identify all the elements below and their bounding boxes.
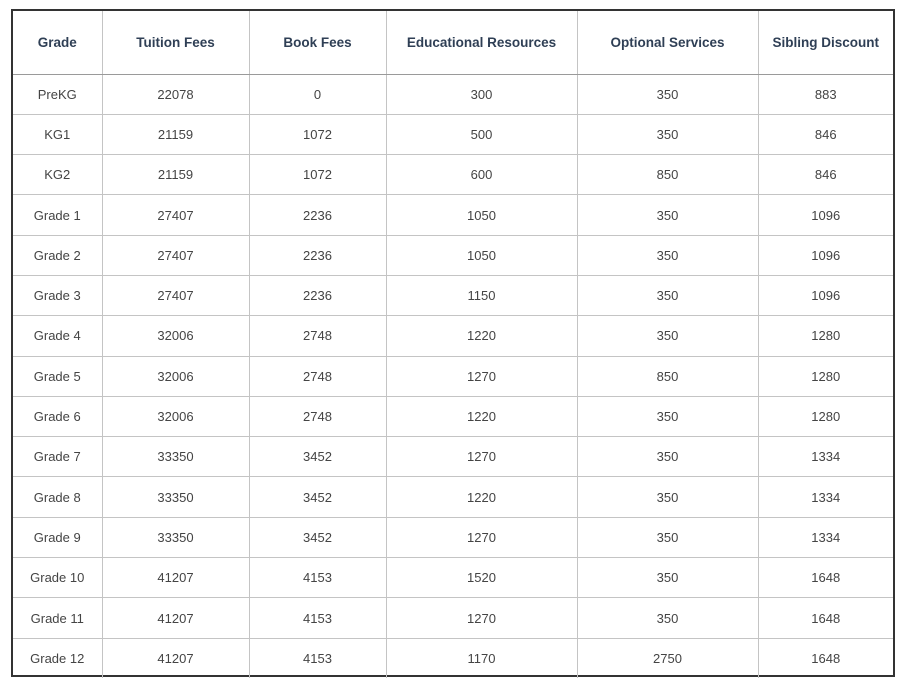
cell-tuition-fees: 21159 (102, 155, 249, 195)
cell-grade: Grade 1 (13, 195, 102, 235)
cell-sibling-discount: 1648 (758, 558, 893, 598)
cell-grade: Grade 8 (13, 477, 102, 517)
cell-grade: Grade 5 (13, 356, 102, 396)
cell-grade: Grade 9 (13, 517, 102, 557)
cell-book-fees: 1072 (249, 114, 386, 154)
cell-book-fees: 3452 (249, 517, 386, 557)
cell-tuition-fees: 33350 (102, 437, 249, 477)
table-row (13, 396, 893, 436)
cell-grade: Grade 3 (13, 275, 102, 315)
cell-tuition-fees: 33350 (102, 477, 249, 517)
table-row (13, 638, 893, 678)
cell-book-fees: 2748 (249, 316, 386, 356)
fee-table-container (11, 9, 895, 677)
cell-tuition-fees: 32006 (102, 316, 249, 356)
cell-optional-services: 350 (577, 275, 758, 315)
cell-book-fees: 4153 (249, 558, 386, 598)
fee-table (13, 11, 893, 678)
cell-book-fees: 0 (249, 74, 386, 114)
table-row (13, 275, 893, 315)
cell-tuition-fees: 27407 (102, 195, 249, 235)
table-row (13, 356, 893, 396)
table-row (13, 598, 893, 638)
cell-grade: Grade 11 (13, 598, 102, 638)
cell-educational-resources: 1170 (386, 638, 577, 678)
cell-tuition-fees: 32006 (102, 356, 249, 396)
cell-sibling-discount: 1334 (758, 517, 893, 557)
cell-book-fees: 4153 (249, 598, 386, 638)
cell-book-fees: 4153 (249, 638, 386, 678)
cell-sibling-discount: 846 (758, 114, 893, 154)
table-row (13, 195, 893, 235)
cell-optional-services: 350 (577, 396, 758, 436)
cell-optional-services: 850 (577, 356, 758, 396)
cell-tuition-fees: 27407 (102, 275, 249, 315)
cell-educational-resources: 1220 (386, 316, 577, 356)
table-row (13, 114, 893, 154)
cell-tuition-fees: 41207 (102, 598, 249, 638)
cell-optional-services: 2750 (577, 638, 758, 678)
cell-educational-resources: 1270 (386, 517, 577, 557)
cell-educational-resources: 500 (386, 114, 577, 154)
cell-grade: KG1 (13, 114, 102, 154)
header-educational-resources: Educational Resources (386, 11, 577, 74)
cell-sibling-discount: 1334 (758, 477, 893, 517)
cell-optional-services: 350 (577, 74, 758, 114)
table-row (13, 155, 893, 195)
cell-optional-services: 350 (577, 437, 758, 477)
cell-sibling-discount: 1280 (758, 316, 893, 356)
cell-educational-resources: 1220 (386, 477, 577, 517)
cell-tuition-fees: 27407 (102, 235, 249, 275)
cell-sibling-discount: 1096 (758, 195, 893, 235)
table-row (13, 437, 893, 477)
cell-educational-resources: 600 (386, 155, 577, 195)
cell-grade: Grade 12 (13, 638, 102, 678)
cell-educational-resources: 1050 (386, 235, 577, 275)
header-grade: Grade (13, 11, 102, 74)
cell-sibling-discount: 883 (758, 74, 893, 114)
cell-educational-resources: 1270 (386, 598, 577, 638)
cell-educational-resources: 1050 (386, 195, 577, 235)
cell-tuition-fees: 41207 (102, 638, 249, 678)
cell-optional-services: 350 (577, 517, 758, 557)
header-sibling-discount: Sibling Discount (758, 11, 893, 74)
cell-sibling-discount: 846 (758, 155, 893, 195)
cell-sibling-discount: 1280 (758, 356, 893, 396)
cell-book-fees: 2236 (249, 275, 386, 315)
cell-tuition-fees: 32006 (102, 396, 249, 436)
cell-sibling-discount: 1648 (758, 638, 893, 678)
cell-grade: Grade 7 (13, 437, 102, 477)
cell-tuition-fees: 22078 (102, 74, 249, 114)
table-row (13, 558, 893, 598)
cell-book-fees: 2236 (249, 235, 386, 275)
cell-book-fees: 2748 (249, 396, 386, 436)
cell-optional-services: 350 (577, 477, 758, 517)
cell-grade: PreKG (13, 74, 102, 114)
cell-optional-services: 350 (577, 114, 758, 154)
table-row (13, 74, 893, 114)
table-header-row (13, 11, 893, 74)
cell-educational-resources: 1270 (386, 356, 577, 396)
cell-grade: Grade 6 (13, 396, 102, 436)
header-tuition-fees: Tuition Fees (102, 11, 249, 74)
table-row (13, 477, 893, 517)
cell-sibling-discount: 1280 (758, 396, 893, 436)
cell-tuition-fees: 21159 (102, 114, 249, 154)
table-row (13, 235, 893, 275)
cell-optional-services: 350 (577, 598, 758, 638)
cell-grade: KG2 (13, 155, 102, 195)
cell-educational-resources: 1520 (386, 558, 577, 598)
table-body (13, 74, 893, 678)
header-book-fees: Book Fees (249, 11, 386, 74)
cell-educational-resources: 1150 (386, 275, 577, 315)
cell-optional-services: 850 (577, 155, 758, 195)
cell-tuition-fees: 41207 (102, 558, 249, 598)
cell-sibling-discount: 1096 (758, 235, 893, 275)
cell-optional-services: 350 (577, 195, 758, 235)
cell-grade: Grade 10 (13, 558, 102, 598)
cell-book-fees: 1072 (249, 155, 386, 195)
cell-optional-services: 350 (577, 316, 758, 356)
cell-educational-resources: 1270 (386, 437, 577, 477)
cell-sibling-discount: 1648 (758, 598, 893, 638)
table-row (13, 517, 893, 557)
cell-grade: Grade 2 (13, 235, 102, 275)
cell-grade: Grade 4 (13, 316, 102, 356)
cell-book-fees: 2748 (249, 356, 386, 396)
cell-sibling-discount: 1334 (758, 437, 893, 477)
table-row (13, 316, 893, 356)
cell-optional-services: 350 (577, 558, 758, 598)
cell-book-fees: 3452 (249, 477, 386, 517)
header-optional-services: Optional Services (577, 11, 758, 74)
cell-educational-resources: 1220 (386, 396, 577, 436)
cell-educational-resources: 300 (386, 74, 577, 114)
cell-optional-services: 350 (577, 235, 758, 275)
cell-book-fees: 3452 (249, 437, 386, 477)
cell-book-fees: 2236 (249, 195, 386, 235)
cell-tuition-fees: 33350 (102, 517, 249, 557)
cell-sibling-discount: 1096 (758, 275, 893, 315)
